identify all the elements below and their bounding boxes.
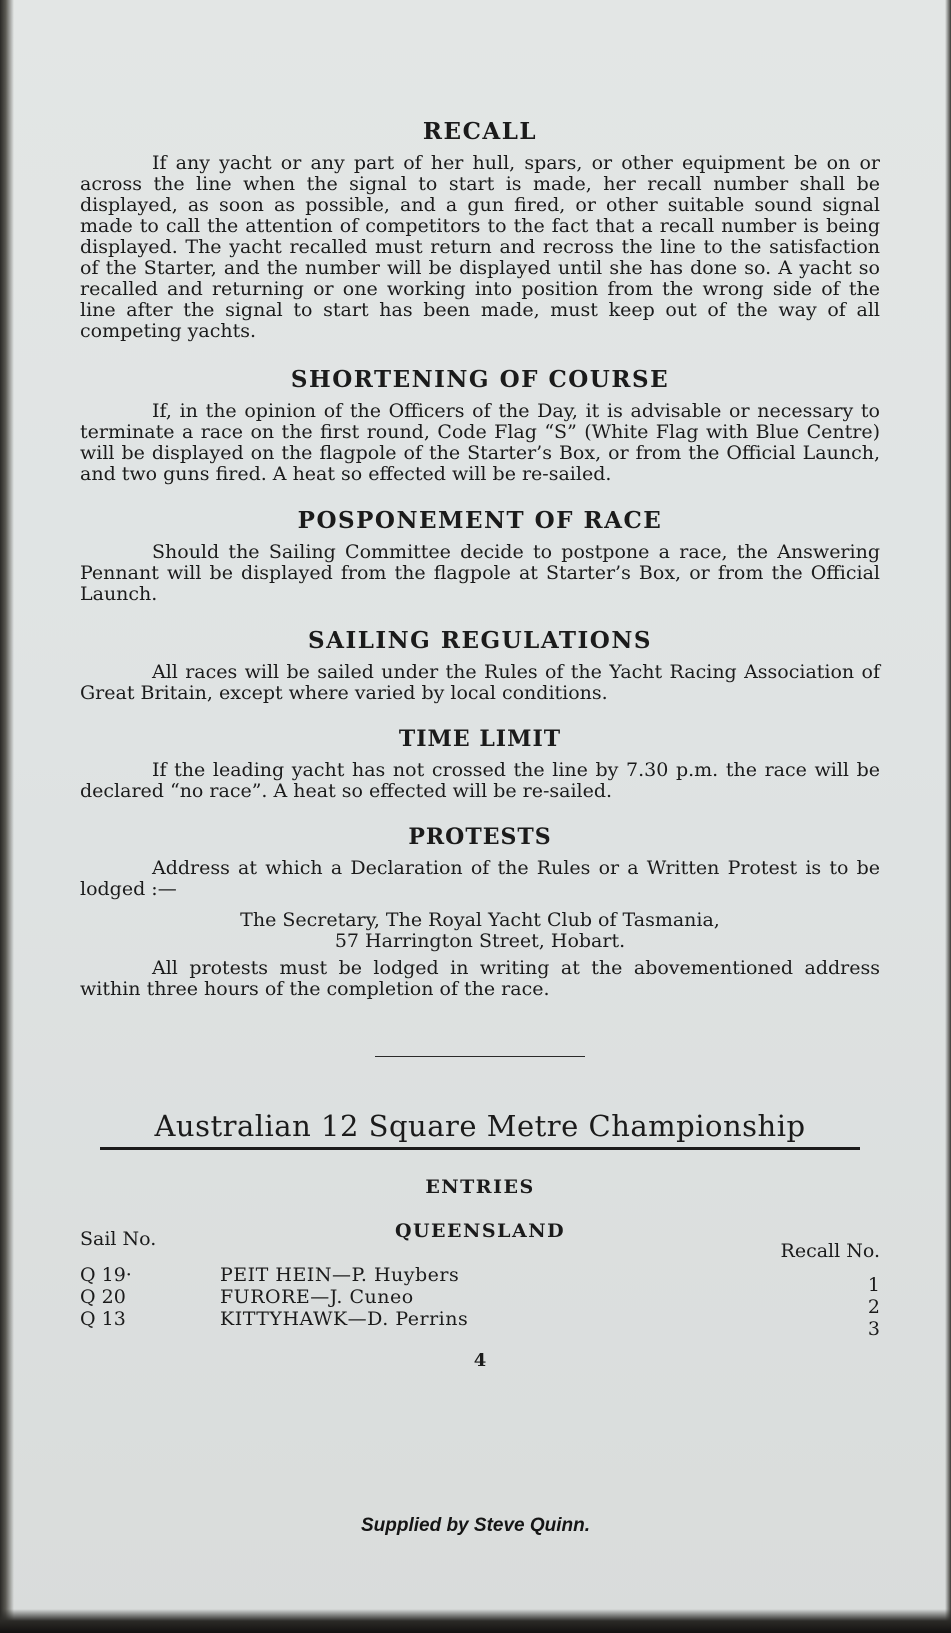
entry-recall-no: 2: [867, 1296, 880, 1318]
protests-intro: Address at which a Declaration of the Rules or a Written Protest is to be lodged :—: [80, 857, 880, 900]
state-heading: QUEENSLAND: [394, 1220, 566, 1242]
entry-sail-no: Q 13: [80, 1308, 126, 1330]
recall-heading: RECALL: [422, 118, 538, 145]
page-edge-left: [0, 0, 14, 1633]
entry-sail-no: Q 20: [80, 1286, 126, 1308]
page-number: 4: [473, 1350, 487, 1371]
championship-section: [80, 1109, 880, 1371]
entry-sail-no: Q 19·: [80, 1264, 132, 1286]
entry-row: [80, 1308, 880, 1340]
supplied-by-caption: Supplied by Steve Quinn.: [360, 1515, 591, 1536]
entries-header: [80, 1220, 880, 1264]
postponement-text: Should the Sailing Committee decide to postpone a race, the Answering Pennant will be displayed from the flagpole at Starter’s Box, or from the Official Launch.: [80, 541, 880, 605]
postponement-heading: POSPONEMENT OF RACE: [297, 507, 663, 534]
entry-yacht-owner: FURORE—J. Cuneo: [220, 1286, 414, 1308]
entry-recall-no: 3: [867, 1318, 880, 1340]
entry-row: [80, 1264, 880, 1296]
page-edge-bottom: [0, 1609, 951, 1633]
shortening-heading: SHORTENING OF COURSE: [290, 366, 670, 393]
time-limit-heading: TIME LIMIT: [398, 726, 562, 752]
shortening-section: [80, 366, 880, 485]
entries-heading: ENTRIES: [425, 1176, 535, 1198]
entry-yacht-owner: PEIT HEIN—P. Huybers: [220, 1264, 460, 1286]
shortening-text: If, in the opinion of the Officers of the Day, it is advisable or necessary to terminate a race on the first round, Code Flag “S” (White Flag with Blue Centre) will be displayed on the flagpole of the Starter’s Box, or from the Official Launch, and two guns fired. A heat so effected will be re-sailed.: [80, 400, 880, 485]
page-edge-right: [945, 0, 951, 1633]
regulations-heading: SAILING REGULATIONS: [308, 627, 652, 654]
regulations-section: [80, 627, 880, 704]
recall-no-header: Recall No.: [780, 1240, 880, 1262]
entry-row: [80, 1286, 880, 1318]
entry-yacht-owner: KITTYHAWK—D. Perrins: [220, 1308, 469, 1330]
time-limit-text: If the leading yacht has not crossed the line by 7.30 p.m. the race will be declared “no race”. A heat so effected will be re-sailed.: [80, 759, 880, 802]
page-content: [80, 118, 880, 1371]
recall-section: [80, 118, 880, 342]
protests-address: [80, 910, 880, 952]
protests-heading: PROTESTS: [408, 824, 552, 850]
protests-closing: All protests must be lodged in writing at the abovementioned address within three hours of the completion of the race.: [80, 957, 880, 1000]
protests-section: [80, 824, 880, 1000]
entry-recall-no: 1: [867, 1274, 880, 1296]
postponement-section: [80, 507, 880, 605]
time-limit-section: [80, 726, 880, 802]
sail-no-header: Sail No.: [80, 1228, 157, 1250]
address-line-1: The Secretary, The Royal Yacht Club of Tasmania,: [240, 909, 720, 931]
address-line-2: 57 Harrington Street, Hobart.: [334, 930, 626, 952]
recall-text: If any yacht or any part of her hull, spars, or other equipment be on or across the line when the signal to start is made, her recall number shall be displayed, as soon as possible, and a gun fired, or other suitable sound signal made to call the attention of competitors to the fact that a recall number is being displayed. The yacht recalled must return and recross the line to the satisfaction of the Starter, and the number will be displayed until she has done so. A yacht so recalled and returning or one working into position from the wrong side of the line after the signal to start has been made, must keep out of the way of all competing yachts.: [80, 152, 880, 342]
section-divider: [375, 1056, 585, 1057]
regulations-text: All races will be sailed under the Rules of the Yacht Racing Association of Great Britain, except where varied by local conditions.: [80, 661, 880, 704]
championship-title: Australian 12 Square Metre Championship: [100, 1109, 860, 1150]
